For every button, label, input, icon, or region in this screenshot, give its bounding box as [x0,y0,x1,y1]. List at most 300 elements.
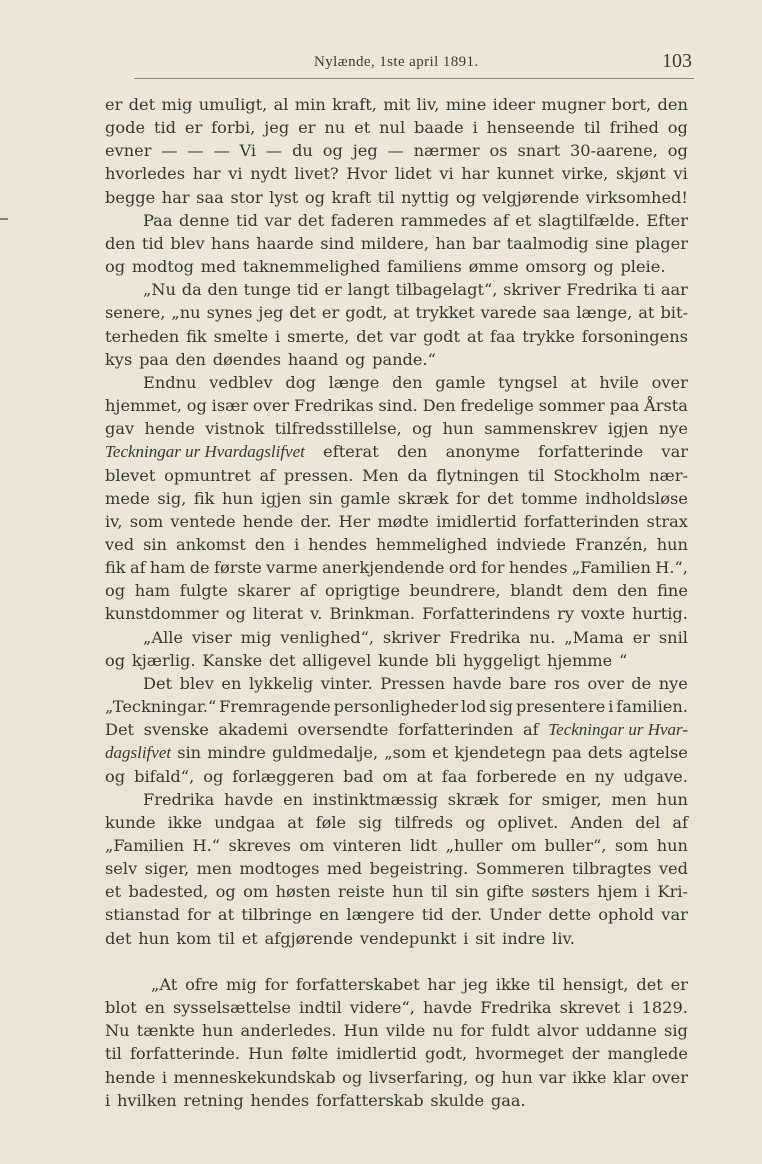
text-line [105,741,688,764]
word: der [571,1044,600,1064]
word: og [474,1067,495,1087]
word: bifald“, [134,766,195,786]
word: fik [105,558,126,578]
word: Paa [143,210,173,230]
text-line [105,394,688,417]
word: forfatterinde [538,442,644,462]
text-line [105,1042,688,1065]
word: Efter [646,210,688,230]
word: gaa. [490,1090,526,1110]
word: paa [552,743,582,763]
text-line [105,579,688,602]
word: Fredrika [566,280,638,300]
word: Men [362,465,399,485]
word: Hun [248,1044,284,1064]
text-line [105,139,688,162]
word: senere, [105,303,166,323]
text-line [105,834,688,857]
text-line [105,440,688,463]
word: ideer [492,95,536,114]
word: især [211,396,249,416]
word: familiens [387,257,462,277]
word: er [670,974,688,994]
word: i [608,697,614,717]
word: den [396,442,428,462]
header-rule [134,78,694,79]
word: faa [490,326,516,346]
word: nær- [649,465,688,485]
word: haarde [256,233,314,253]
word: han [435,233,466,253]
word: hans [211,233,250,253]
word: trykke [522,326,575,346]
word: tænkte [136,1021,195,1041]
word: gamle [435,372,486,392]
word: over [587,673,624,693]
word: virke, [561,164,609,184]
word: hun [442,419,474,439]
word: beundrere, [409,581,501,601]
word: mødte [377,511,429,531]
text-line [105,765,688,788]
word: sysselsættelse [172,998,291,1018]
word: hun [656,534,688,554]
word: og [215,882,236,902]
word: og [225,604,246,624]
word: mindre [207,743,266,763]
word: sammenskrev [484,419,598,439]
word: tilbragtes [572,859,652,879]
word: paa [609,396,640,416]
word: første [213,558,262,578]
word: skriver [503,280,561,300]
word: kunde [378,650,429,670]
word: den [207,280,238,300]
word: døendes [212,349,282,369]
running-title: Nylænde, 1ste april 1891. [314,54,479,70]
word: et [515,210,532,230]
word: sig [358,812,383,832]
word: guldmedalje, [271,743,379,763]
word: opmuntret [164,465,251,485]
word: Endnu [143,372,197,392]
word: fik [193,488,215,508]
word: literat [252,604,304,624]
word: bar [472,233,501,253]
word: synes [206,303,253,323]
text-line [105,695,688,718]
word: hun [392,882,424,902]
word: ofre [185,974,219,994]
word: ham [134,581,171,601]
text-line [105,186,688,209]
word: anonyme [445,442,520,462]
word: om [382,766,408,786]
word: har [192,164,221,184]
word: tid [141,233,164,253]
text-line [105,232,688,255]
text-line [105,464,688,487]
word: vilde [385,1021,426,1041]
word: Anden [570,812,623,832]
word: pressen. [283,465,354,485]
word: det [487,488,514,508]
word: fredelige [460,396,534,416]
word: efterat [323,442,379,462]
word: videre“, [349,998,415,1018]
word: „huller [445,836,503,855]
word: til [527,465,545,485]
word: det [356,326,383,346]
word: for [481,558,505,578]
word: mildere, [360,233,430,253]
word: om [510,836,537,855]
word: indholdsløse [585,488,688,508]
word: at [570,372,587,392]
word: saa [196,187,224,207]
word: Årsta [644,396,688,416]
word: skrevet [559,998,621,1018]
word: — [266,141,283,161]
word: ikke [495,974,531,994]
word: snil [658,627,688,647]
word: fulgte [179,581,228,601]
italic-title: dagslifvet [105,743,172,763]
word: modtog [131,257,194,277]
word: forfatterskabet [295,974,420,994]
word: med [326,859,363,879]
word: at [416,766,433,786]
word: var [661,905,688,925]
word: anerkjendende [321,558,445,578]
word: denne [179,210,230,230]
word: livserfaring, [368,1067,469,1087]
word: „som [384,743,427,763]
word: bare [509,673,547,693]
word: hvilken [116,1090,177,1110]
word: presentere [515,697,606,717]
word: for [187,905,211,925]
word: hyggeligt [463,650,541,670]
word: ankomst [175,534,246,554]
word: hvile [599,372,639,392]
word: lod [461,697,487,717]
word: det [105,928,132,948]
word: os [489,141,508,161]
word: — [213,141,230,161]
word: Franzén, [575,534,648,554]
word: et [432,743,449,763]
word: umuligt, [198,95,268,114]
text-line [105,1066,688,1089]
word: min [294,95,326,114]
word: ventede [170,511,236,531]
text-line [105,1019,688,1042]
word: „Nu [143,280,176,300]
word: til [583,118,601,138]
word: igjen [260,488,302,508]
word: del [635,812,661,832]
word: hun [221,488,254,508]
word: var [539,1067,566,1087]
word: paa [139,349,169,369]
word: at [217,905,235,925]
word: indre [502,928,546,948]
word: ny [594,766,615,786]
word: hende [105,1067,156,1087]
word: „nu [171,303,201,323]
word: er [184,118,203,138]
word: nu [432,1021,454,1041]
word: faderen [330,210,395,230]
word: da [181,280,202,300]
word: længere [346,905,415,925]
word: godt, [345,303,388,323]
word: er [321,303,340,323]
word: langt [347,280,390,300]
word: en [319,905,340,925]
word: i [105,1090,111,1110]
word: viser [191,627,232,647]
word: hun [656,789,688,809]
word: mugner [541,95,606,114]
word: kunstdommer [105,604,219,624]
word: forbi, [211,118,256,138]
margin-mark [0,218,8,220]
word: Det [105,720,135,740]
word: tilbringe [241,905,312,925]
word: tid [153,118,177,138]
word: af [523,720,539,740]
word: og [412,419,433,439]
word: tid [421,905,444,925]
word: taknemmelighed [242,257,381,277]
word: modtoges [239,859,320,879]
word: den [254,534,286,554]
word: faa [441,766,468,786]
word: dette [548,905,591,925]
word: oprigtige [325,581,401,601]
word: af [299,581,316,601]
text-line [105,209,688,232]
word: smerte, [287,326,350,346]
word: „Teckningar.“ [105,697,217,717]
word: og [465,812,486,832]
word: buller“, [544,836,607,855]
word: udgave. [623,766,688,786]
word: nyttig [401,187,450,207]
word: hun [656,836,688,855]
word: dets [587,743,623,763]
word: af [493,210,509,230]
word: forlæggeren [232,766,335,786]
word: ti [643,280,656,300]
word: i [628,998,634,1018]
word: tid [235,210,259,230]
word: at [393,303,410,323]
word: sin [308,488,333,508]
word: indviede [496,534,567,554]
word: følte [291,1044,329,1064]
word: plager [635,233,688,253]
word: Nu [105,1021,130,1041]
word: hjemmet, [105,396,182,416]
word: akademi [218,720,288,740]
word: vendepunkt [359,928,457,948]
word: nye [658,673,688,693]
word: om [299,836,325,855]
word: sig [489,697,514,717]
word: Kri- [657,882,688,902]
word: jeg [352,141,378,161]
word: jeg [258,303,284,323]
word: vinteren [332,836,402,855]
text-line [105,649,688,672]
word: hendes [508,558,568,578]
word: flytningen [436,465,520,485]
word: som [129,511,164,531]
word: liv, [416,95,440,114]
word: for [460,1021,485,1041]
word: tilfreds [394,812,454,832]
word: tunge [243,280,291,300]
word: at [466,326,484,346]
text-line [105,903,688,926]
word: der. [300,511,332,531]
word: instinktmæssig [312,789,438,809]
word: om [243,882,269,902]
word: vi [673,164,688,184]
word: i [161,1067,168,1087]
word: afgjørende [264,928,354,948]
word: ry [557,604,575,624]
word: tilfredsstillelse, [274,419,402,439]
word: høsten [275,882,331,902]
word: hun [138,928,170,948]
body-text [105,93,688,1112]
text-line [105,718,688,741]
word: lidt [409,836,438,855]
word: hende [242,511,294,531]
word: der. [451,905,483,925]
word: Kanske [202,650,263,670]
word: og [322,141,343,161]
word: imidlertid [436,511,517,531]
word: gifte [486,882,524,902]
word: kraft, [332,95,377,114]
word: Stockholm [553,465,641,485]
word: til [218,928,235,948]
word: alligevel [302,650,372,670]
word: svenske [143,720,209,740]
word: for [456,488,480,508]
word: sind [320,233,355,253]
word: det [269,650,296,670]
word: retning [183,1090,244,1110]
word: velgjørende [482,187,580,207]
word: til [377,187,395,207]
text-line [105,672,688,695]
word: i [463,928,469,948]
word: tyngsel [498,372,558,392]
word: al [273,95,289,114]
word: de [631,673,652,693]
word: det [297,210,325,230]
word: slagtilfælde. [537,210,640,230]
word: nu. [529,627,556,647]
word: et [241,928,258,948]
word: nul [379,118,406,138]
word: og [186,396,207,416]
word: fine [657,581,688,601]
word: stor [230,187,263,207]
word: føle [315,812,347,832]
text-line [105,371,688,394]
word: den [392,372,423,392]
word: kjendetegn [454,743,546,763]
word: i [472,118,478,138]
word: undgaa [214,812,276,832]
word: du [292,141,313,161]
word: nu [324,118,346,138]
word: tomme [521,488,578,508]
word: sommer [538,396,605,416]
word: ophold [598,905,655,925]
word: jeg [463,974,488,994]
word: skræk [447,789,499,809]
word: bad [343,766,374,786]
word: ikke [572,1067,607,1087]
text-line [105,996,688,1019]
word: den [617,581,648,601]
word: badested, [128,882,209,902]
word: forfatterskab [316,1090,424,1110]
word: skulde [430,1090,485,1110]
text-line [105,602,688,625]
page-number: 103 [662,50,692,72]
word: af [672,812,688,832]
word: — [387,141,404,161]
word: ord [448,558,477,578]
word: og [105,766,126,786]
word: og [342,1067,363,1087]
word: var [661,442,688,462]
word: til [537,974,555,994]
word: forfatterinde. [129,1044,241,1064]
word: Fremragende [219,697,331,717]
word: dog [285,372,316,392]
word: Fredrika [449,627,521,647]
text-line [105,1089,688,1112]
word: sin [455,882,479,902]
word: klar [612,1067,646,1087]
word: nærmer [413,141,480,161]
word: over [651,1067,688,1087]
text-line [105,301,688,324]
word: blevet [105,465,156,485]
word: bort, [611,95,652,114]
word: hun [501,1067,533,1087]
blank-line [105,950,688,973]
word: livet? [294,164,339,184]
text-line [105,880,688,903]
word: at [287,812,304,832]
text-line [105,325,688,348]
word: uddanne [585,1021,657,1041]
word: Under [489,905,542,925]
word: hensigt, [562,974,629,994]
word: de [189,558,210,578]
